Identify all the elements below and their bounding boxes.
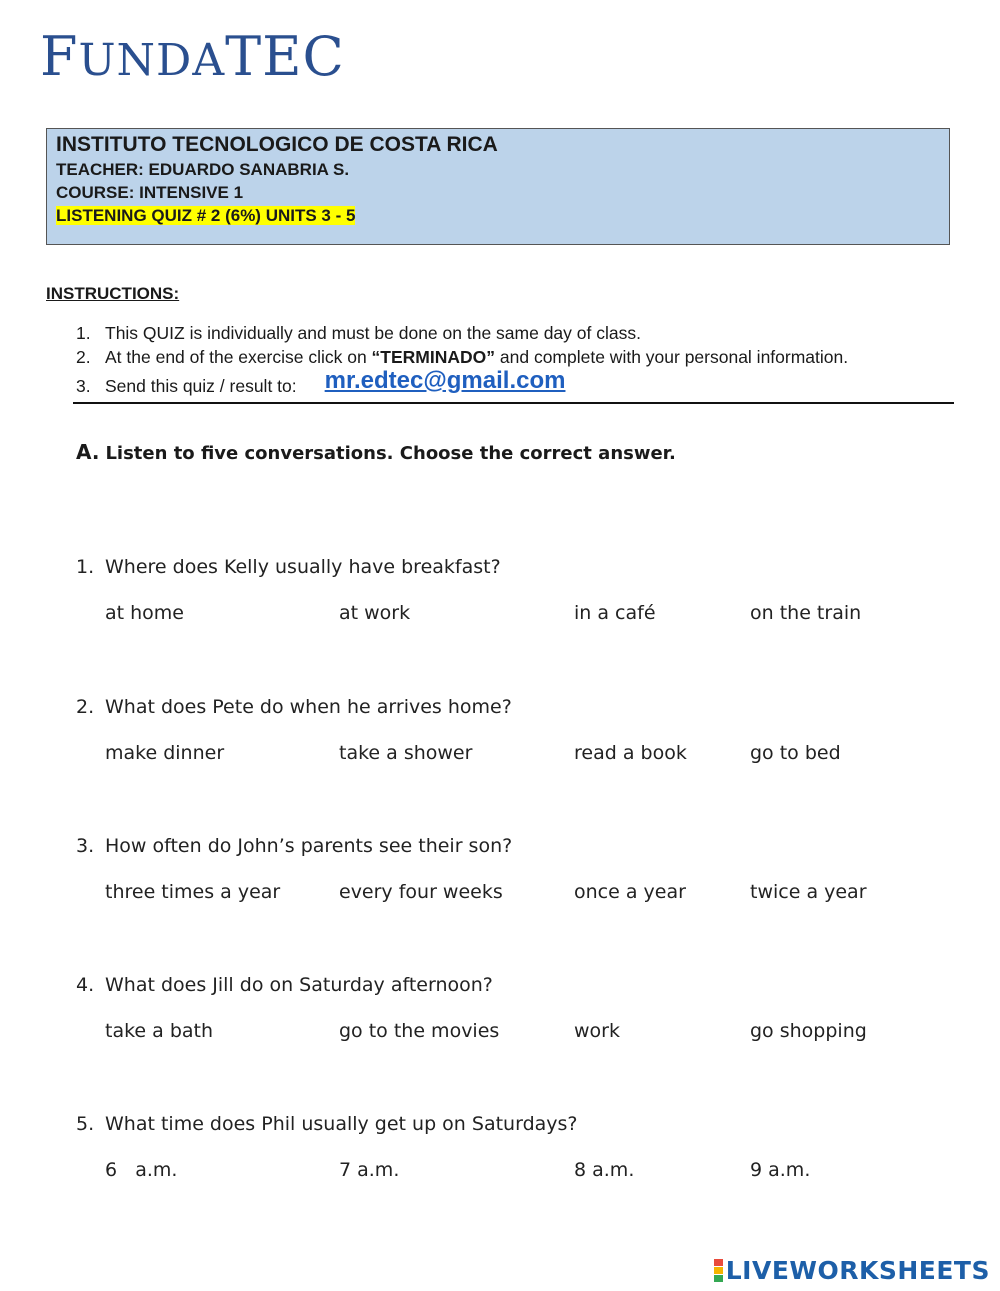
question-text: What does Jill do on Saturday afternoon? <box>105 974 493 996</box>
email-link[interactable]: mr.edtec@gmail.com <box>324 367 566 394</box>
divider-line <box>73 402 954 404</box>
instruction-item: 2. At the end of the exercise click on “TERMINADO” and complete with your personal information. <box>76 347 849 367</box>
answer-option[interactable]: go to bed <box>750 742 841 764</box>
teacher-line: TEACHER: EDUARDO SANABRIA S. <box>56 160 350 179</box>
question-4: 4. What does Jill do on Saturday afternoon? take a bath go to the movies work go shopping <box>76 974 867 1042</box>
answer-option[interactable]: read a book <box>574 742 687 764</box>
answer-option[interactable]: make dinner <box>105 742 225 764</box>
answer-option[interactable]: 9 a.m. <box>750 1159 811 1181</box>
question-3: 3. How often do John’s parents see their son? three times a year every four weeks once a year twice a year <box>76 835 867 903</box>
course-line: COURSE: INTENSIVE 1 <box>56 183 244 202</box>
answer-option[interactable]: take a bath <box>105 1020 214 1042</box>
answer-option[interactable]: 7 a.m. <box>339 1159 400 1181</box>
instruction-item: 1. This QUIZ is individually and must be done on the same day of class. <box>76 323 641 343</box>
answer-option[interactable]: in a café <box>574 602 656 624</box>
answer-option[interactable]: twice a year <box>750 881 867 903</box>
answer-option[interactable]: 8 a.m. <box>574 1159 635 1181</box>
answer-option[interactable]: take a shower <box>339 742 473 764</box>
answer-option[interactable]: on the train <box>750 602 862 624</box>
institution-name: INSTITUTO TECNOLOGICO DE COSTA RICA <box>56 133 498 156</box>
answer-option[interactable]: work <box>574 1020 620 1042</box>
header-box <box>46 128 950 245</box>
question-text: How often do John’s parents see their son? <box>105 835 513 857</box>
question-2: 2. What does Pete do when he arrives home? make dinner take a shower read a book go to bed <box>76 696 841 764</box>
question-text: What time does Phil usually get up on Saturdays? <box>105 1113 578 1135</box>
instruction-item: 3. Send this quiz / result to: mr.edtec@gmail.com <box>76 369 956 399</box>
instructions-title: INSTRUCTIONS: <box>46 284 180 303</box>
answer-option[interactable]: three times a year <box>105 881 281 903</box>
quiz-line: LISTENING QUIZ # 2 (6%) UNITS 3 - 5 <box>56 206 356 225</box>
section-heading: A. Listen to five conversations. Choose the correct answer. <box>76 440 676 464</box>
answer-option[interactable]: every four weeks <box>339 881 503 903</box>
answer-option[interactable]: at work <box>339 602 411 624</box>
question-text: Where does Kelly usually have breakfast? <box>105 556 501 578</box>
instructions-list <box>76 321 956 399</box>
answer-option[interactable]: go to the movies <box>339 1020 500 1042</box>
liveworksheets-icon <box>714 1259 723 1282</box>
answer-option[interactable]: go shopping <box>750 1020 867 1042</box>
liveworksheets-brand <box>714 1256 990 1285</box>
answer-option[interactable]: once a year <box>574 881 686 903</box>
terminado-label: “TERMINADO” <box>371 347 496 367</box>
answer-option[interactable]: at home <box>105 602 184 624</box>
question-5: 5. What time does Phil usually get up on Saturdays? 6 a.m. 7 a.m. 8 a.m. 9 a.m. <box>76 1113 811 1181</box>
answer-option[interactable]: 6 a.m. <box>105 1159 178 1181</box>
question-1: 1. Where does Kelly usually have breakfast? at home at work in a café on the train <box>76 556 862 624</box>
brand-text: LIVEWORKSHEETS <box>725 1256 990 1285</box>
fundatec-logo: FUNDATEC <box>40 25 345 88</box>
question-text: What does Pete do when he arrives home? <box>105 696 512 718</box>
